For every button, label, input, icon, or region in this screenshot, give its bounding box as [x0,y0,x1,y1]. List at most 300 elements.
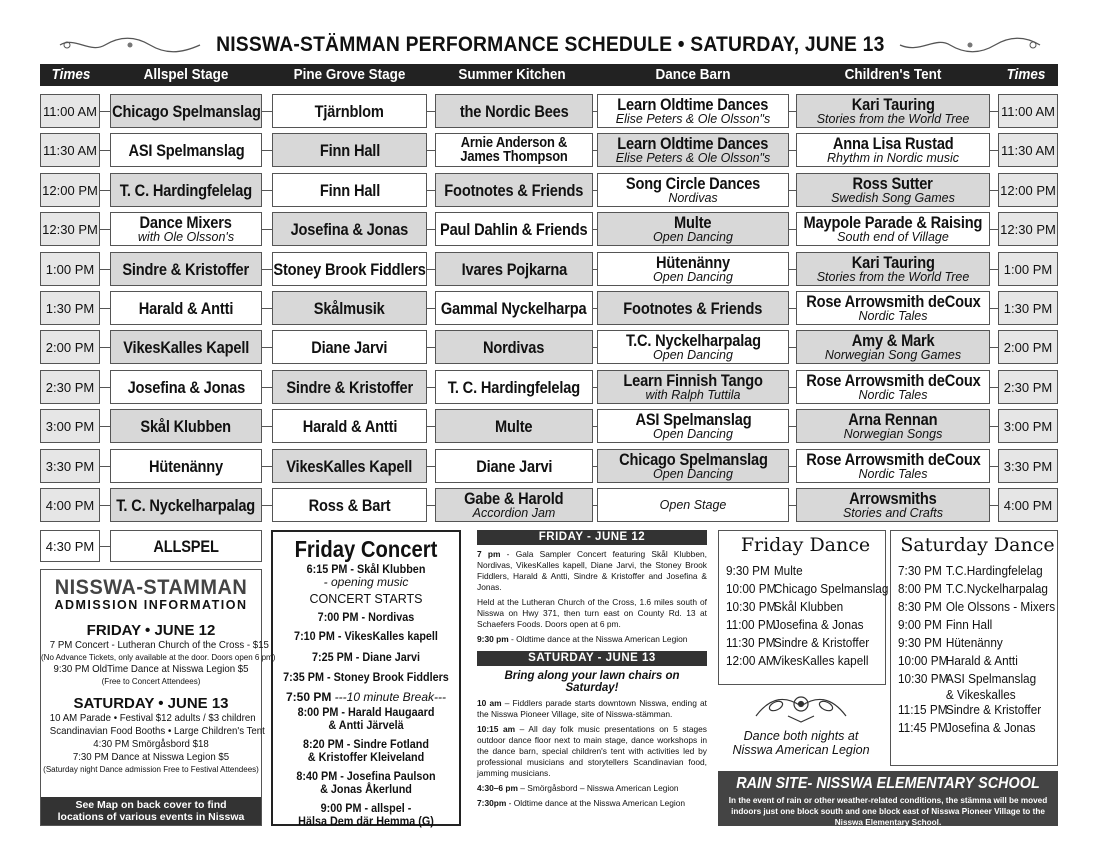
dance-time: 11:30 PM [726,635,776,650]
dance-row [898,701,1044,719]
time-cell: 12:30 PM [40,212,100,246]
schedule-cell [796,330,990,364]
admission-footer-line: locations of various events in Nisswa [57,811,245,823]
connector-line [990,426,998,427]
act-name: Footnotes & Friends [444,180,584,200]
act-name: Learn Oldtime Dances [617,134,769,153]
connector-line [990,308,998,309]
schedule-cell [272,449,427,483]
time-cell: 12:30 PM [998,212,1058,246]
schedule-cell [110,94,262,128]
schedule-cell [796,133,990,167]
column-header-times-right: Times [1006,66,1046,83]
saturday-note-3 [477,783,707,794]
dance-act: ASI Spelmanslag [945,671,1037,686]
act-subtitle: Rhythm in Nordic music [827,151,959,165]
schedule-cell [435,173,593,207]
note-time: 7 pm [477,549,501,559]
time-cell: 2:30 PM [998,370,1058,404]
admission-note: (Saturday night Dance admission Free to Festival Attendees) [43,765,259,774]
friday-notes-bar: FRIDAY - JUNE 12 [477,530,707,545]
schedule-cell [597,409,789,443]
connector-line [990,150,998,151]
act-name: Finn Hall [319,180,380,200]
connector-line [427,505,435,506]
schedule-cell [110,212,262,246]
act-subtitle: Norwegian Song Games [824,348,962,362]
act-name: Ivares Pojkarna [461,259,567,279]
concert-line: 8:00 PM - Harald Haugaard [297,705,435,719]
schedule-cell [435,449,593,483]
dance-row [898,598,1056,616]
connector-line [789,347,796,348]
act-subtitle: Elise Peters & Ole Olsson"s [615,151,771,165]
connector-line [427,426,435,427]
time-cell: 11:30 AM [998,133,1058,167]
connector-line [990,229,998,230]
act-subtitle: Elise Peters & Ole Olsson"s [615,112,771,126]
connector-line [427,150,435,151]
act-name: Learn Oldtime Dances [617,95,769,114]
act-name: Dance Mixers [139,213,233,232]
admission-footer [41,797,261,825]
time-cell: 4:00 PM [40,488,100,522]
dance-note-area [718,688,884,768]
act-name: Kari Tauring [851,95,935,114]
time-cell: 3:00 PM [40,409,100,443]
connector-line [789,426,796,427]
connector-line [990,347,998,348]
act-name: T.C. Nyckelharpalag [625,331,761,350]
time-cell: 11:30 AM [40,133,100,167]
dance-act: & Vikeskalles [945,687,1016,702]
act-subtitle: Open Dancing [653,467,733,481]
friday-note-1 [477,549,707,593]
dance-row [726,634,872,652]
concert-line: 7:10 PM - VikesKalles kapell [294,629,438,643]
act-name: Gammal Nyckelharpa [441,298,587,318]
time-cell: 4:00 PM [998,488,1058,522]
act-name: Harald & Antti [138,298,234,318]
note-time: 9:30 pm [477,634,509,644]
dance-time: 7:30 PM [898,563,942,578]
connector-line [789,150,796,151]
time-cell: 1:00 PM [998,252,1058,286]
act-name: Arrowsmiths [849,489,937,508]
admission-line: 4:30 PM Smörgåsbord $18 [93,738,209,750]
dance-time: 11:15 PM [898,702,948,717]
connector-line [262,426,272,427]
connector-line [100,426,110,427]
concert-line: 8:20 PM - Sindre Fotland [302,737,429,751]
column-header-times-left: Times [51,66,91,83]
rain-site-title: RAIN SITE- NISSWA ELEMENTARY SCHOOL [736,775,1040,792]
connector-line [100,387,110,388]
admission-subtitle: ADMISSION INFORMATION [54,598,248,612]
act-name: Footnotes & Friends [623,298,763,318]
connector-line [427,387,435,388]
connector-line [100,269,110,270]
note-time: 7:30pm [477,798,507,808]
time-cell: 11:00 AM [998,94,1058,128]
connector-line [427,229,435,230]
connector-line [100,466,110,467]
connector-line [990,505,998,506]
act-name: T. C. Hardingfelelag [447,377,581,397]
friday-note-3 [477,634,707,645]
schedule-cell [435,370,593,404]
dance-row [898,719,1044,737]
act-name: Skålmusik [314,298,385,318]
friday-concert-title: Friday Concert [294,536,438,562]
event-notes-column [477,530,707,809]
act-name: Amy & Mark [851,331,935,350]
admission-line: 9:30 PM OldTime Dance at Nisswa Legion $5 [53,663,249,675]
concert-line: 9:00 PM - allspel - [320,801,412,815]
admission-title: NISSWA-STAMMAN [54,576,248,599]
act-name: Harald & Antti [302,416,397,436]
concert-line: 7:25 PM - Diane Jarvi [311,650,421,664]
schedule-cell [435,409,593,443]
connector-line [262,466,272,467]
note-text: – All day folk music presentations on 5 stages outdoor dance floor next to main stage, dance workshops in the dance barn, special children's tent with activities led by professional musicians and storytellers Scandinavian food, jamming musicians. [477,724,707,778]
saturday-dance-title: Saturday Dance [900,534,1055,556]
act-name: ASI Spelmanslag [127,140,245,160]
act-name: Learn Finnish Tango [623,371,763,390]
act-name: Chicago Spelmanslag [618,450,768,469]
dance-row [898,688,1044,701]
act-name: Hütenänny [655,253,730,272]
schedule-cell [796,94,990,128]
dance-note-line: Nisswa American Legion [732,743,870,757]
dance-time: 11:00 PM [726,617,776,632]
dance-row [898,670,1044,688]
dance-act: T.C.Hardingfelelag [945,563,1043,578]
dance-row [726,598,872,616]
act-name: Skål Klubben [140,416,232,436]
folk-flower-ornament-icon [746,688,856,724]
time-cell: 11:00 AM [40,94,100,128]
connector-line [789,505,796,506]
connector-line [789,269,796,270]
concert-starts-label: CONCERT STARTS [309,592,423,606]
schedule-cell [435,252,593,286]
schedule-cell [597,370,789,404]
act-name: Sindre & Kristoffer [122,259,250,279]
dance-row [898,634,1044,652]
dance-row [898,652,1044,670]
admission-line: 7 PM Concert - Lutheran Church of the Cross - $15 [49,639,269,651]
concert-break-line [273,687,459,706]
schedule-cell [435,291,593,325]
dance-act: T.C.Nyckelharpalag [945,581,1048,596]
connector-line [262,150,272,151]
dance-row [726,580,889,598]
concert-line: Hälsa Dem där Hemma (G) [298,814,434,828]
dance-act: Ole Olssons - Mixers [945,599,1056,614]
connector-line [100,150,110,151]
dance-row [898,580,1048,598]
act-name: Nordivas [483,337,545,357]
act-name: Paul Dahlin & Friends [440,219,588,239]
connector-line [789,466,796,467]
act-name: Arna Rennan [848,410,938,429]
act-subtitle: Stories from the World Tree [816,270,970,284]
schedule-cell [272,488,427,522]
schedule-cell [110,530,262,562]
schedule-cell [110,291,262,325]
schedule-cell [272,133,427,167]
schedule-cell [272,370,427,404]
concert-break-text: ---10 minute Break--- [331,690,447,704]
act-name: Kari Tauring [851,253,935,272]
schedule-cell [110,330,262,364]
dance-act: Multe [773,563,803,578]
act-subtitle: with Ole Olsson's [137,230,235,244]
concert-line: & Antti Järvelä [328,718,404,732]
note-text: - Oldtime dance at the Nisswa American Legion [506,798,686,808]
friday-dance-box [718,530,889,685]
connector-line [427,269,435,270]
connector-line [789,308,796,309]
act-name: Arnie Anderson & James Thompson [460,134,568,165]
dance-time: 8:00 PM [898,581,942,596]
time-cell: 1:30 PM [40,291,100,325]
saturday-dance-list [898,562,1057,737]
connector-line [990,466,998,467]
page-title: NISSWA-STÄMMAN PERFORMANCE SCHEDULE • SATURDAY, JUNE 13 [215,33,885,56]
dance-time: 9:30 PM [898,635,942,650]
concert-line: 8:40 PM - Josefina Paulson [296,769,436,783]
act-name: Tjärnblom [314,101,385,121]
lawn-chairs-note: Bring along your lawn chairs on Saturday! [504,670,680,694]
schedule-cell [597,488,789,522]
schedule-cell [796,212,990,246]
connector-line [100,308,110,309]
concert-line: & Kristoffer Kleiveland [307,750,425,764]
connector-line [100,229,110,230]
schedule-cell [597,252,789,286]
time-cell: 4:30 PM [40,530,100,562]
schedule-cell [597,173,789,207]
note-text: - Gala Sampler Concert featuring Skål Klubben, Nordivas, VikesKalles kapell, Diane Jarvi, the Stoney Brook Fiddlers, Harald & Antti, Sindre & Kristoffer and Josefina & Jonas. [477,549,707,592]
time-cell: 1:00 PM [40,252,100,286]
dance-act: Harald & Antti [945,653,1018,668]
schedule-cell [597,133,789,167]
act-name: VikesKalles Kapell [123,337,249,357]
connector-line [262,387,272,388]
schedule-cell [796,488,990,522]
schedule-cell [110,173,262,207]
dance-row [898,562,1044,580]
admission-info-box [40,569,276,826]
saturday-notes-bar: SATURDAY - JUNE 13 [477,651,707,666]
friday-note-2: Held at the Lutheran Church of the Cross, 1.6 miles south of Nisswa on Hwy 371, then turn east on County Rd. 13 at Schaefers Foods. Doors open at 6 pm. [477,597,707,629]
dance-act: Chicago Spelmanslag [773,581,889,596]
connector-line [990,269,998,270]
connector-line [100,347,110,348]
schedule-cell [597,330,789,364]
note-time: 4:30–6 pm [477,783,518,793]
connector-line [100,505,110,506]
act-name: T. C. Hardingfelelag [119,180,253,200]
dance-time: 10:30 PM [898,671,949,686]
admission-line: 7:30 PM Dance at Nisswa Legion $5 [72,751,230,763]
time-cell: 3:30 PM [998,449,1058,483]
concert-note: - opening music [323,575,409,589]
act-subtitle: Nordic Tales [858,388,928,402]
act-name: VikesKalles Kapell [286,456,413,476]
dance-act: Sindre & Kristoffer [945,702,1042,717]
concert-line: 6:15 PM - Skål Klubben [306,562,426,576]
connector-line [427,308,435,309]
act-subtitle: South end of Village [837,230,949,244]
note-time: 10:15 am [477,724,516,734]
act-name: Diane Jarvi [311,337,388,357]
connector-line [990,387,998,388]
act-subtitle: Stories from the World Tree [816,112,970,126]
saturday-note-1 [477,698,707,720]
schedule-cell [272,409,427,443]
act-name: ALLSPEL [153,536,219,556]
dance-row [726,562,872,580]
schedule-cell [796,291,990,325]
schedule-cell [796,409,990,443]
dance-time: 10:00 PM [726,581,777,596]
act-subtitle: Open Dancing [653,230,733,244]
dance-row [726,616,872,634]
dance-note-line: Dance both nights at [743,729,859,743]
dance-time: 9:00 PM [898,617,942,632]
column-header-allspel: Allspel Stage [143,66,229,83]
dance-act: Sindre & Kristoffer [773,635,870,650]
act-name: ASI Spelmanslag [634,410,752,429]
connector-line [262,111,272,112]
connector-line [100,546,110,547]
admission-note: (Free to Concert Attendees) [101,677,201,686]
dance-act: Hütenänny [945,635,1003,650]
concert-line: & Jonas Åkerlund [320,782,412,796]
act-name: Rose Arrowsmith deCoux [805,292,981,311]
dance-act: Finn Hall [945,617,993,632]
schedule-cell [272,330,427,364]
column-header-bar [40,64,1058,86]
act-name: Gabe & Harold [464,489,564,508]
time-cell: 2:30 PM [40,370,100,404]
connector-line [427,347,435,348]
schedule-cell [597,291,789,325]
act-subtitle: Norwegian Songs [843,427,943,441]
schedule-cell [435,488,593,522]
act-name: Multe [674,213,712,232]
act-name: Josefina & Jonas [127,377,245,397]
connector-line [262,505,272,506]
act-name: Ross Sutter [852,174,934,193]
act-subtitle: Open Dancing [653,348,733,362]
admission-saturday-heading: SATURDAY • JUNE 13 [73,695,229,712]
flourish-ornament-icon [55,36,205,54]
dance-time: 10:30 PM [726,599,777,614]
schedule-cell [435,94,593,128]
act-subtitle: Open Stage [659,497,727,512]
act-name: Ross & Bart [308,495,391,515]
connector-line [262,347,272,348]
note-time: 10 am [477,698,502,708]
connector-line [990,111,998,112]
act-name: Song Circle Dances [625,174,761,193]
dance-row [898,616,1044,634]
act-name: Rose Arrowsmith deCoux [805,450,981,469]
schedule-cell [110,449,262,483]
connector-line [262,269,272,270]
admission-footer-line: See Map on back cover to find [75,799,227,811]
time-cell: 2:00 PM [998,330,1058,364]
rain-site-text: In the event of rain or other weather-related conditions, the stämma will be moved indoors just one block south and one block east of Nisswa Pioneer Village to the Nisswa Elementary School. [728,796,1048,827]
schedule-cell [272,252,427,286]
admission-note: (No Advance Tickets, only available at the door. Doors open 6 pm) [41,653,276,662]
saturday-note-2 [477,724,707,779]
schedule-cell [272,212,427,246]
schedule-cell [597,212,789,246]
schedule-cell [272,291,427,325]
connector-line [789,111,796,112]
connector-line [789,229,796,230]
schedule-cell [435,330,593,364]
admission-friday-heading: FRIDAY • JUNE 12 [86,622,216,639]
admission-line: 10 AM Parade • Festival $12 adults / $3 children [49,712,256,724]
schedule-cell [272,173,427,207]
act-name: Sindre & Kristoffer [286,377,413,397]
time-cell: 12:00 PM [40,173,100,207]
note-text: - Oldtime dance at the Nisswa American Legion [508,634,688,644]
connector-line [100,190,110,191]
act-name: Chicago Spelmanslag [111,101,261,121]
act-name: Anna Lisa Rustad [832,134,954,153]
act-subtitle: Nordivas [668,191,718,205]
dance-act: Skål Klubben [773,599,844,614]
note-text: – Fiddlers parade starts downtown Nisswa, ending at the Nisswa Pioneer Village, site of Nisswa-stämman. [477,698,707,719]
schedule-cell [796,252,990,286]
connector-line [262,308,272,309]
time-cell: 2:00 PM [40,330,100,364]
flourish-ornament-icon [895,36,1045,54]
concert-line: 7:35 PM - Stoney Brook Fiddlers [283,670,449,684]
schedule-cell [597,94,789,128]
connector-line [789,387,796,388]
column-header-summer-kitchen: Summer Kitchen [458,66,566,83]
time-cell: 3:30 PM [40,449,100,483]
connector-line [990,190,998,191]
schedule-cell [110,370,262,404]
act-name: Rose Arrowsmith deCoux [805,371,981,390]
time-cell: 12:00 PM [998,173,1058,207]
dance-time: 12:00 AM [726,653,776,668]
schedule-cell [110,252,262,286]
act-subtitle: Swedish Song Games [831,191,955,205]
schedule-cell [110,409,262,443]
act-subtitle: Nordic Tales [858,309,928,323]
act-subtitle: Accordion Jam [472,506,556,520]
schedule-cell [272,94,427,128]
admission-line: Scandinavian Food Booths • Large Children's Tent [49,725,265,737]
schedule-cell [110,133,262,167]
dance-act: Josefina & Jonas [773,617,864,632]
friday-concert-box [271,530,461,826]
connector-line [427,111,435,112]
friday-dance-list [726,562,889,670]
connector-line [262,190,272,191]
concert-line: 7:00 PM - Nordivas [317,610,415,624]
